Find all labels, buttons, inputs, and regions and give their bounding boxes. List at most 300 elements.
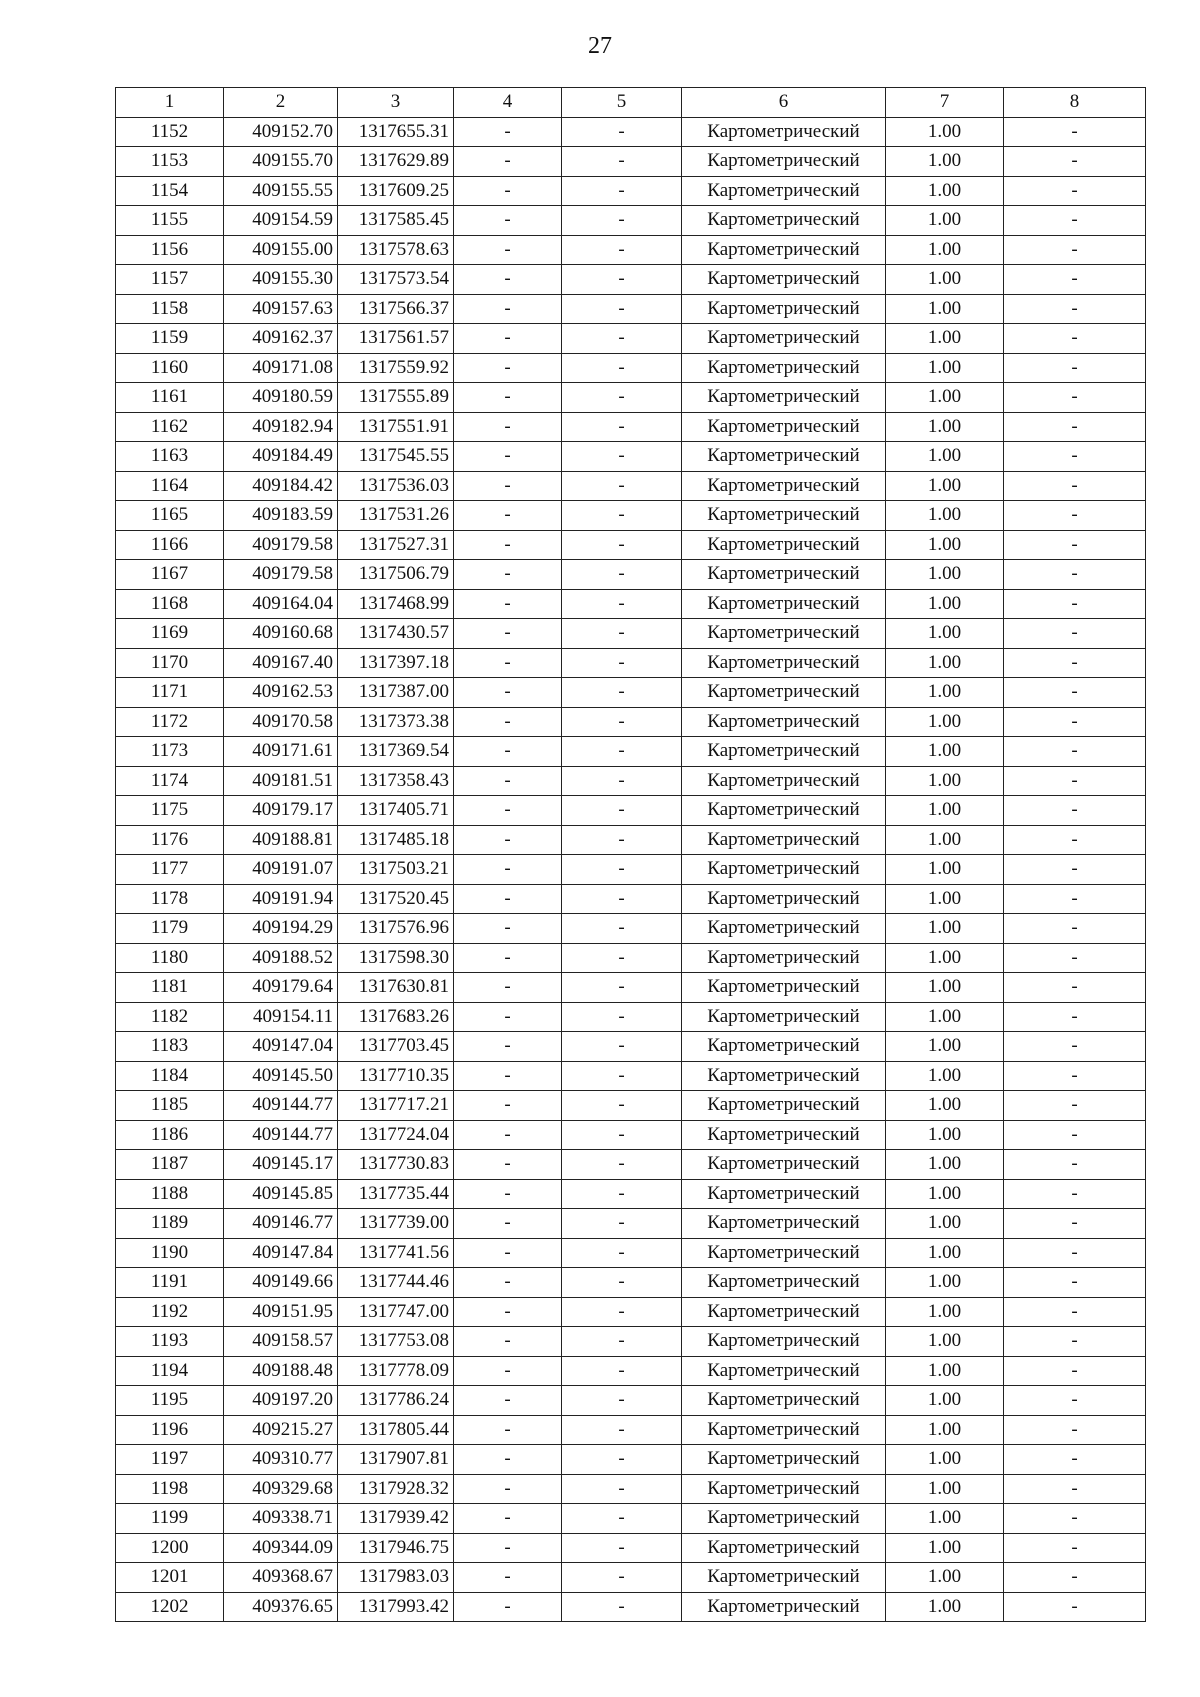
cell-point-number: 1186 bbox=[116, 1120, 224, 1150]
cell-col-5: - bbox=[562, 353, 682, 383]
cell-point-number: 1200 bbox=[116, 1533, 224, 1563]
table-header-row bbox=[116, 88, 1146, 118]
cell-method: Картометрический bbox=[682, 796, 886, 826]
cell-method: Картометрический bbox=[682, 855, 886, 885]
column-header-4: 4 bbox=[454, 88, 562, 118]
cell-point-number: 1196 bbox=[116, 1415, 224, 1445]
cell-y-coordinate: 1317983.03 bbox=[338, 1563, 454, 1593]
cell-accuracy: 1.00 bbox=[886, 1533, 1004, 1563]
table-row bbox=[116, 1415, 1146, 1445]
cell-point-number: 1181 bbox=[116, 973, 224, 1003]
cell-x-coordinate: 409191.94 bbox=[224, 884, 338, 914]
cell-point-number: 1202 bbox=[116, 1592, 224, 1622]
cell-accuracy: 1.00 bbox=[886, 324, 1004, 354]
cell-method: Картометрический bbox=[682, 442, 886, 472]
table-row bbox=[116, 1297, 1146, 1327]
cell-col-8: - bbox=[1004, 1002, 1146, 1032]
cell-col-4: - bbox=[454, 501, 562, 531]
cell-accuracy: 1.00 bbox=[886, 825, 1004, 855]
cell-col-4: - bbox=[454, 1268, 562, 1298]
cell-col-8: - bbox=[1004, 678, 1146, 708]
cell-accuracy: 1.00 bbox=[886, 1120, 1004, 1150]
cell-method: Картометрический bbox=[682, 1209, 886, 1239]
cell-col-5: - bbox=[562, 147, 682, 177]
cell-method: Картометрический bbox=[682, 1386, 886, 1416]
cell-col-4: - bbox=[454, 530, 562, 560]
cell-col-4: - bbox=[454, 1386, 562, 1416]
cell-point-number: 1162 bbox=[116, 412, 224, 442]
cell-col-5: - bbox=[562, 825, 682, 855]
cell-accuracy: 1.00 bbox=[886, 1032, 1004, 1062]
table-row bbox=[116, 1061, 1146, 1091]
cell-col-4: - bbox=[454, 1474, 562, 1504]
cell-accuracy: 1.00 bbox=[886, 589, 1004, 619]
cell-col-4: - bbox=[454, 1356, 562, 1386]
cell-method: Картометрический bbox=[682, 206, 886, 236]
cell-point-number: 1180 bbox=[116, 943, 224, 973]
cell-y-coordinate: 1317907.81 bbox=[338, 1445, 454, 1475]
cell-col-5: - bbox=[562, 530, 682, 560]
cell-method: Картометрический bbox=[682, 176, 886, 206]
cell-col-8: - bbox=[1004, 825, 1146, 855]
cell-col-8: - bbox=[1004, 442, 1146, 472]
cell-y-coordinate: 1317536.03 bbox=[338, 471, 454, 501]
cell-accuracy: 1.00 bbox=[886, 1179, 1004, 1209]
cell-point-number: 1166 bbox=[116, 530, 224, 560]
cell-col-8: - bbox=[1004, 1415, 1146, 1445]
cell-col-5: - bbox=[562, 1238, 682, 1268]
table-row bbox=[116, 530, 1146, 560]
cell-point-number: 1193 bbox=[116, 1327, 224, 1357]
cell-col-5: - bbox=[562, 1002, 682, 1032]
cell-method: Картометрический bbox=[682, 1356, 886, 1386]
cell-x-coordinate: 409155.70 bbox=[224, 147, 338, 177]
cell-col-5: - bbox=[562, 884, 682, 914]
cell-y-coordinate: 1317683.26 bbox=[338, 1002, 454, 1032]
column-header-1: 1 bbox=[116, 88, 224, 118]
cell-method: Картометрический bbox=[682, 1504, 886, 1534]
cell-point-number: 1156 bbox=[116, 235, 224, 265]
table-row bbox=[116, 1356, 1146, 1386]
table-row bbox=[116, 117, 1146, 147]
cell-col-8: - bbox=[1004, 1533, 1146, 1563]
cell-col-5: - bbox=[562, 737, 682, 767]
table-row bbox=[116, 1563, 1146, 1593]
cell-col-8: - bbox=[1004, 147, 1146, 177]
cell-accuracy: 1.00 bbox=[886, 501, 1004, 531]
cell-method: Картометрический bbox=[682, 1533, 886, 1563]
cell-col-5: - bbox=[562, 589, 682, 619]
cell-x-coordinate: 409188.48 bbox=[224, 1356, 338, 1386]
cell-y-coordinate: 1317573.54 bbox=[338, 265, 454, 295]
cell-y-coordinate: 1317506.79 bbox=[338, 560, 454, 590]
cell-accuracy: 1.00 bbox=[886, 1592, 1004, 1622]
cell-col-5: - bbox=[562, 1592, 682, 1622]
column-header-2: 2 bbox=[224, 88, 338, 118]
cell-col-8: - bbox=[1004, 294, 1146, 324]
table-row bbox=[116, 442, 1146, 472]
cell-accuracy: 1.00 bbox=[886, 678, 1004, 708]
cell-col-4: - bbox=[454, 324, 562, 354]
cell-col-4: - bbox=[454, 1533, 562, 1563]
cell-x-coordinate: 409184.42 bbox=[224, 471, 338, 501]
cell-y-coordinate: 1317598.30 bbox=[338, 943, 454, 973]
cell-accuracy: 1.00 bbox=[886, 648, 1004, 678]
cell-col-4: - bbox=[454, 914, 562, 944]
table-row bbox=[116, 855, 1146, 885]
table-row bbox=[116, 1091, 1146, 1121]
cell-x-coordinate: 409146.77 bbox=[224, 1209, 338, 1239]
cell-x-coordinate: 409144.77 bbox=[224, 1120, 338, 1150]
cell-x-coordinate: 409376.65 bbox=[224, 1592, 338, 1622]
cell-col-8: - bbox=[1004, 560, 1146, 590]
cell-point-number: 1158 bbox=[116, 294, 224, 324]
cell-col-5: - bbox=[562, 383, 682, 413]
table-row bbox=[116, 1445, 1146, 1475]
cell-method: Картометрический bbox=[682, 884, 886, 914]
cell-method: Картометрический bbox=[682, 1592, 886, 1622]
cell-col-8: - bbox=[1004, 1386, 1146, 1416]
cell-col-8: - bbox=[1004, 1327, 1146, 1357]
cell-x-coordinate: 409145.50 bbox=[224, 1061, 338, 1091]
cell-col-8: - bbox=[1004, 1238, 1146, 1268]
page-number: 27 bbox=[588, 33, 612, 59]
cell-point-number: 1187 bbox=[116, 1150, 224, 1180]
cell-col-5: - bbox=[562, 1061, 682, 1091]
table-row bbox=[116, 1533, 1146, 1563]
cell-accuracy: 1.00 bbox=[886, 471, 1004, 501]
cell-col-5: - bbox=[562, 914, 682, 944]
table-row bbox=[116, 1592, 1146, 1622]
cell-x-coordinate: 409145.85 bbox=[224, 1179, 338, 1209]
column-header-5: 5 bbox=[562, 88, 682, 118]
cell-method: Картометрический bbox=[682, 265, 886, 295]
cell-accuracy: 1.00 bbox=[886, 1415, 1004, 1445]
cell-point-number: 1191 bbox=[116, 1268, 224, 1298]
cell-y-coordinate: 1317710.35 bbox=[338, 1061, 454, 1091]
table-row bbox=[116, 796, 1146, 826]
cell-col-5: - bbox=[562, 1120, 682, 1150]
column-header-7: 7 bbox=[886, 88, 1004, 118]
cell-col-4: - bbox=[454, 1032, 562, 1062]
cell-point-number: 1164 bbox=[116, 471, 224, 501]
cell-accuracy: 1.00 bbox=[886, 206, 1004, 236]
cell-y-coordinate: 1317531.26 bbox=[338, 501, 454, 531]
cell-x-coordinate: 409188.81 bbox=[224, 825, 338, 855]
cell-accuracy: 1.00 bbox=[886, 1504, 1004, 1534]
cell-point-number: 1183 bbox=[116, 1032, 224, 1062]
cell-point-number: 1169 bbox=[116, 619, 224, 649]
cell-method: Картометрический bbox=[682, 619, 886, 649]
cell-col-4: - bbox=[454, 383, 562, 413]
cell-accuracy: 1.00 bbox=[886, 560, 1004, 590]
cell-y-coordinate: 1317561.57 bbox=[338, 324, 454, 354]
cell-point-number: 1178 bbox=[116, 884, 224, 914]
cell-col-5: - bbox=[562, 1297, 682, 1327]
cell-col-5: - bbox=[562, 1563, 682, 1593]
cell-method: Картометрический bbox=[682, 501, 886, 531]
cell-method: Картометрический bbox=[682, 1061, 886, 1091]
cell-point-number: 1199 bbox=[116, 1504, 224, 1534]
cell-accuracy: 1.00 bbox=[886, 1002, 1004, 1032]
cell-y-coordinate: 1317946.75 bbox=[338, 1533, 454, 1563]
cell-x-coordinate: 409167.40 bbox=[224, 648, 338, 678]
cell-x-coordinate: 409194.29 bbox=[224, 914, 338, 944]
cell-col-4: - bbox=[454, 1179, 562, 1209]
cell-method: Картометрический bbox=[682, 1327, 886, 1357]
cell-y-coordinate: 1317655.31 bbox=[338, 117, 454, 147]
table-row bbox=[116, 206, 1146, 236]
cell-col-5: - bbox=[562, 1327, 682, 1357]
cell-method: Картометрический bbox=[682, 147, 886, 177]
cell-col-8: - bbox=[1004, 943, 1146, 973]
cell-accuracy: 1.00 bbox=[886, 383, 1004, 413]
cell-col-5: - bbox=[562, 1179, 682, 1209]
cell-y-coordinate: 1317520.45 bbox=[338, 884, 454, 914]
cell-col-8: - bbox=[1004, 1563, 1146, 1593]
cell-accuracy: 1.00 bbox=[886, 1297, 1004, 1327]
cell-accuracy: 1.00 bbox=[886, 1356, 1004, 1386]
table-row bbox=[116, 1474, 1146, 1504]
cell-point-number: 1174 bbox=[116, 766, 224, 796]
cell-col-8: - bbox=[1004, 324, 1146, 354]
cell-col-8: - bbox=[1004, 1091, 1146, 1121]
cell-col-4: - bbox=[454, 796, 562, 826]
cell-point-number: 1197 bbox=[116, 1445, 224, 1475]
column-header-8: 8 bbox=[1004, 88, 1146, 118]
cell-method: Картометрический bbox=[682, 914, 886, 944]
cell-x-coordinate: 409158.57 bbox=[224, 1327, 338, 1357]
cell-y-coordinate: 1317503.21 bbox=[338, 855, 454, 885]
table-row bbox=[116, 1209, 1146, 1239]
cell-method: Картометрический bbox=[682, 1179, 886, 1209]
cell-col-8: - bbox=[1004, 176, 1146, 206]
cell-method: Картометрический bbox=[682, 1268, 886, 1298]
cell-method: Картометрический bbox=[682, 943, 886, 973]
cell-y-coordinate: 1317630.81 bbox=[338, 973, 454, 1003]
cell-col-5: - bbox=[562, 855, 682, 885]
cell-col-8: - bbox=[1004, 1209, 1146, 1239]
cell-col-8: - bbox=[1004, 914, 1146, 944]
cell-col-5: - bbox=[562, 1504, 682, 1534]
cell-col-5: - bbox=[562, 1445, 682, 1475]
cell-point-number: 1172 bbox=[116, 707, 224, 737]
table-row bbox=[116, 589, 1146, 619]
cell-col-4: - bbox=[454, 412, 562, 442]
cell-x-coordinate: 409144.77 bbox=[224, 1091, 338, 1121]
cell-y-coordinate: 1317358.43 bbox=[338, 766, 454, 796]
cell-method: Картометрический bbox=[682, 1002, 886, 1032]
cell-accuracy: 1.00 bbox=[886, 176, 1004, 206]
cell-point-number: 1177 bbox=[116, 855, 224, 885]
cell-col-8: - bbox=[1004, 1032, 1146, 1062]
cell-col-8: - bbox=[1004, 235, 1146, 265]
cell-point-number: 1184 bbox=[116, 1061, 224, 1091]
cell-col-4: - bbox=[454, 766, 562, 796]
cell-col-8: - bbox=[1004, 412, 1146, 442]
table-row bbox=[116, 1150, 1146, 1180]
cell-col-4: - bbox=[454, 855, 562, 885]
cell-col-8: - bbox=[1004, 1120, 1146, 1150]
cell-y-coordinate: 1317551.91 bbox=[338, 412, 454, 442]
cell-x-coordinate: 409215.27 bbox=[224, 1415, 338, 1445]
cell-col-4: - bbox=[454, 825, 562, 855]
cell-col-4: - bbox=[454, 265, 562, 295]
cell-method: Картометрический bbox=[682, 707, 886, 737]
cell-x-coordinate: 409310.77 bbox=[224, 1445, 338, 1475]
cell-col-4: - bbox=[454, 1327, 562, 1357]
cell-accuracy: 1.00 bbox=[886, 1091, 1004, 1121]
cell-x-coordinate: 409149.66 bbox=[224, 1268, 338, 1298]
cell-col-5: - bbox=[562, 1150, 682, 1180]
cell-col-5: - bbox=[562, 766, 682, 796]
cell-col-8: - bbox=[1004, 383, 1146, 413]
cell-col-4: - bbox=[454, 619, 562, 649]
cell-col-5: - bbox=[562, 1209, 682, 1239]
cell-y-coordinate: 1317747.00 bbox=[338, 1297, 454, 1327]
cell-method: Картометрический bbox=[682, 825, 886, 855]
cell-col-4: - bbox=[454, 1297, 562, 1327]
cell-col-8: - bbox=[1004, 1061, 1146, 1091]
cell-accuracy: 1.00 bbox=[886, 737, 1004, 767]
cell-y-coordinate: 1317545.55 bbox=[338, 442, 454, 472]
table-row bbox=[116, 619, 1146, 649]
cell-accuracy: 1.00 bbox=[886, 1327, 1004, 1357]
cell-col-4: - bbox=[454, 117, 562, 147]
cell-col-5: - bbox=[562, 265, 682, 295]
table-row bbox=[116, 1268, 1146, 1298]
cell-y-coordinate: 1317805.44 bbox=[338, 1415, 454, 1445]
cell-col-8: - bbox=[1004, 1592, 1146, 1622]
cell-method: Картометрический bbox=[682, 648, 886, 678]
cell-accuracy: 1.00 bbox=[886, 412, 1004, 442]
cell-y-coordinate: 1317753.08 bbox=[338, 1327, 454, 1357]
column-header-6: 6 bbox=[682, 88, 886, 118]
cell-col-5: - bbox=[562, 619, 682, 649]
cell-point-number: 1168 bbox=[116, 589, 224, 619]
cell-point-number: 1163 bbox=[116, 442, 224, 472]
cell-x-coordinate: 409184.49 bbox=[224, 442, 338, 472]
cell-point-number: 1182 bbox=[116, 1002, 224, 1032]
cell-point-number: 1198 bbox=[116, 1474, 224, 1504]
cell-method: Картометрический bbox=[682, 235, 886, 265]
cell-accuracy: 1.00 bbox=[886, 619, 1004, 649]
cell-col-8: - bbox=[1004, 619, 1146, 649]
cell-accuracy: 1.00 bbox=[886, 442, 1004, 472]
cell-accuracy: 1.00 bbox=[886, 1150, 1004, 1180]
cell-point-number: 1176 bbox=[116, 825, 224, 855]
cell-col-4: - bbox=[454, 176, 562, 206]
cell-col-4: - bbox=[454, 737, 562, 767]
cell-col-8: - bbox=[1004, 471, 1146, 501]
cell-accuracy: 1.00 bbox=[886, 147, 1004, 177]
cell-col-4: - bbox=[454, 884, 562, 914]
cell-col-4: - bbox=[454, 1238, 562, 1268]
table-row bbox=[116, 737, 1146, 767]
cell-x-coordinate: 409344.09 bbox=[224, 1533, 338, 1563]
cell-accuracy: 1.00 bbox=[886, 796, 1004, 826]
cell-col-4: - bbox=[454, 1091, 562, 1121]
cell-x-coordinate: 409155.00 bbox=[224, 235, 338, 265]
cell-col-5: - bbox=[562, 1356, 682, 1386]
cell-method: Картометрический bbox=[682, 383, 886, 413]
cell-col-5: - bbox=[562, 1474, 682, 1504]
cell-x-coordinate: 409338.71 bbox=[224, 1504, 338, 1534]
cell-x-coordinate: 409180.59 bbox=[224, 383, 338, 413]
cell-method: Картометрический bbox=[682, 1563, 886, 1593]
cell-y-coordinate: 1317405.71 bbox=[338, 796, 454, 826]
cell-method: Картометрический bbox=[682, 530, 886, 560]
cell-x-coordinate: 409147.84 bbox=[224, 1238, 338, 1268]
cell-accuracy: 1.00 bbox=[886, 884, 1004, 914]
cell-accuracy: 1.00 bbox=[886, 855, 1004, 885]
cell-method: Картометрический bbox=[682, 589, 886, 619]
cell-col-4: - bbox=[454, 147, 562, 177]
cell-accuracy: 1.00 bbox=[886, 1061, 1004, 1091]
cell-col-8: - bbox=[1004, 1150, 1146, 1180]
cell-col-5: - bbox=[562, 176, 682, 206]
cell-col-5: - bbox=[562, 324, 682, 354]
cell-col-8: - bbox=[1004, 589, 1146, 619]
cell-method: Картометрический bbox=[682, 294, 886, 324]
table-row bbox=[116, 353, 1146, 383]
cell-point-number: 1192 bbox=[116, 1297, 224, 1327]
cell-col-5: - bbox=[562, 678, 682, 708]
cell-x-coordinate: 409160.68 bbox=[224, 619, 338, 649]
cell-col-5: - bbox=[562, 235, 682, 265]
cell-col-8: - bbox=[1004, 1297, 1146, 1327]
cell-col-8: - bbox=[1004, 117, 1146, 147]
cell-point-number: 1167 bbox=[116, 560, 224, 590]
table-row bbox=[116, 1504, 1146, 1534]
cell-col-5: - bbox=[562, 412, 682, 442]
cell-y-coordinate: 1317373.38 bbox=[338, 707, 454, 737]
cell-col-4: - bbox=[454, 648, 562, 678]
cell-y-coordinate: 1317369.54 bbox=[338, 737, 454, 767]
cell-x-coordinate: 409171.61 bbox=[224, 737, 338, 767]
cell-point-number: 1194 bbox=[116, 1356, 224, 1386]
cell-col-4: - bbox=[454, 1150, 562, 1180]
table-row bbox=[116, 648, 1146, 678]
table-row bbox=[116, 678, 1146, 708]
cell-col-8: - bbox=[1004, 501, 1146, 531]
cell-y-coordinate: 1317585.45 bbox=[338, 206, 454, 236]
cell-x-coordinate: 409155.30 bbox=[224, 265, 338, 295]
cell-col-8: - bbox=[1004, 265, 1146, 295]
cell-col-5: - bbox=[562, 707, 682, 737]
cell-y-coordinate: 1317928.32 bbox=[338, 1474, 454, 1504]
cell-col-8: - bbox=[1004, 530, 1146, 560]
cell-col-4: - bbox=[454, 1209, 562, 1239]
cell-col-4: - bbox=[454, 471, 562, 501]
cell-method: Картометрический bbox=[682, 1032, 886, 1062]
cell-accuracy: 1.00 bbox=[886, 766, 1004, 796]
cell-accuracy: 1.00 bbox=[886, 353, 1004, 383]
cell-col-5: - bbox=[562, 1091, 682, 1121]
cell-col-5: - bbox=[562, 206, 682, 236]
table-body bbox=[116, 117, 1146, 1622]
column-header-3: 3 bbox=[338, 88, 454, 118]
cell-method: Картометрический bbox=[682, 560, 886, 590]
cell-col-8: - bbox=[1004, 206, 1146, 236]
cell-x-coordinate: 409197.20 bbox=[224, 1386, 338, 1416]
cell-accuracy: 1.00 bbox=[886, 1209, 1004, 1239]
cell-method: Картометрический bbox=[682, 973, 886, 1003]
cell-accuracy: 1.00 bbox=[886, 973, 1004, 1003]
cell-x-coordinate: 409157.63 bbox=[224, 294, 338, 324]
cell-accuracy: 1.00 bbox=[886, 707, 1004, 737]
cell-accuracy: 1.00 bbox=[886, 117, 1004, 147]
